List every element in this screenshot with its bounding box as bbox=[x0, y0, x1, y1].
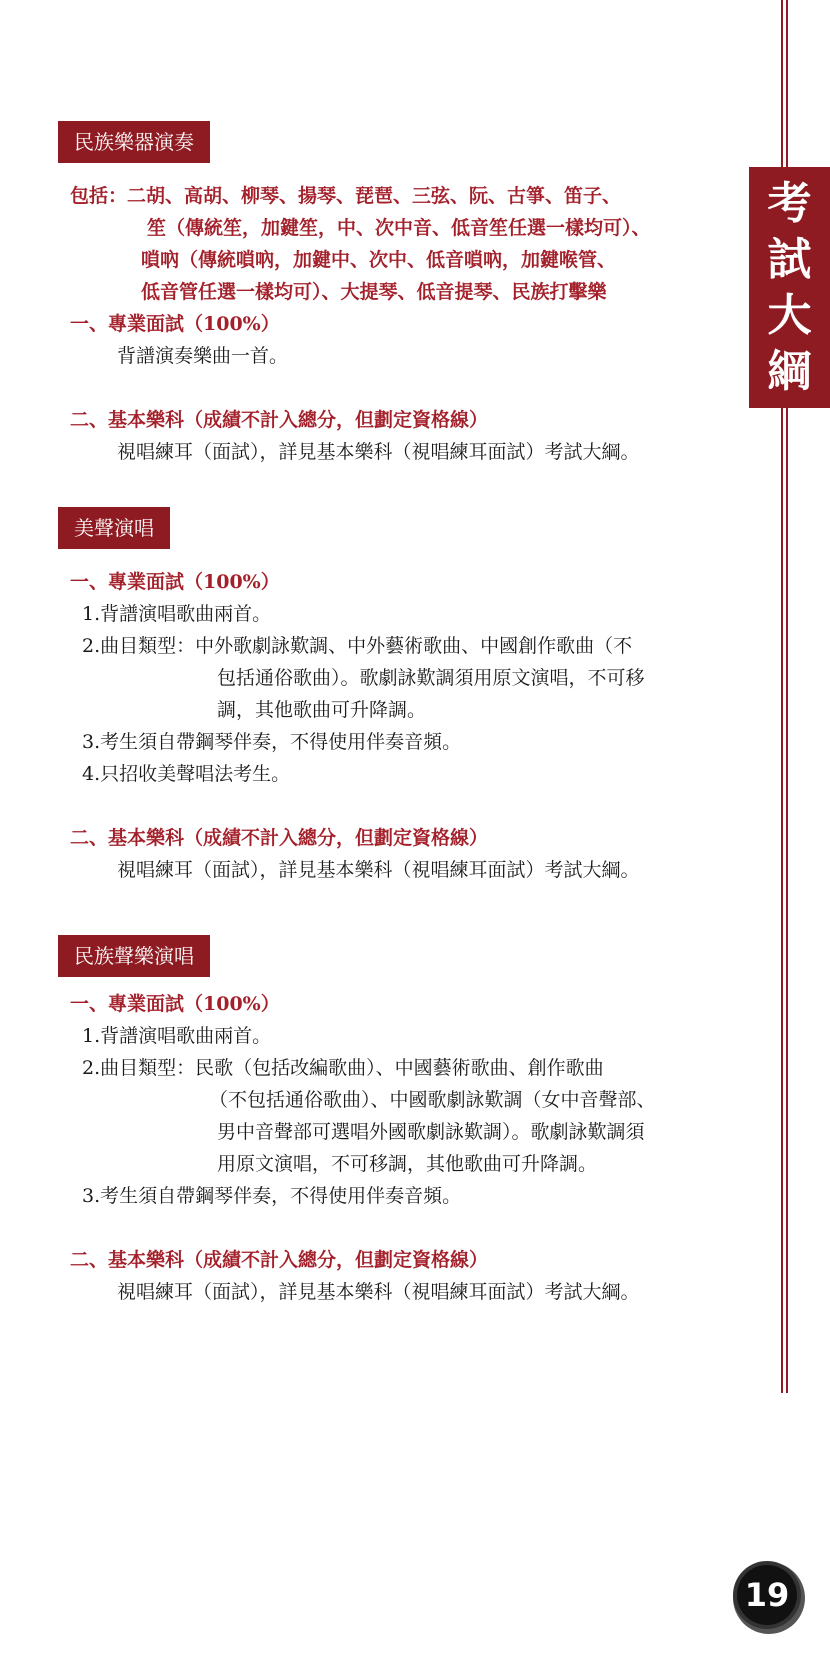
part2-heading: 二、基本樂科（成績不計入總分，但劃定資格線） bbox=[70, 409, 489, 431]
part1-heading: 一、專業面試（100%） bbox=[70, 313, 280, 335]
list-item-continued: （不包括通俗歌曲）、中國歌劇詠歎調（女中音聲部、 bbox=[209, 1089, 656, 1111]
intro-line: 笙（傳統笙，加鍵笙，中、次中音、低音笙任選一樣均可）、 bbox=[147, 217, 651, 239]
part1-heading: 一、專業面試（100%） bbox=[70, 571, 280, 593]
list-item: 1.背譜演唱歌曲兩首。 bbox=[82, 603, 272, 625]
side-tab-char: 試 bbox=[767, 233, 812, 285]
part2-text: 視唱練耳（面試），詳見基本樂科（視唱練耳面試）考試大綱。 bbox=[117, 859, 640, 881]
list-item: 2.曲目類型：民歌（包括改編歌曲）、中國藝術歌曲、創作歌曲 bbox=[82, 1057, 604, 1079]
part2-heading: 二、基本樂科（成績不計入總分，但劃定資格線） bbox=[70, 1249, 489, 1271]
list-item: 4.只招收美聲唱法考生。 bbox=[82, 763, 291, 785]
list-item: 3.考生須自帶鋼琴伴奏，不得使用伴奏音頻。 bbox=[82, 731, 462, 753]
part1-text: 背譜演奏樂曲一首。 bbox=[117, 345, 289, 367]
part2-heading: 二、基本樂科（成績不計入總分，但劃定資格線） bbox=[70, 827, 489, 849]
section-title-folk-instruments: 民族樂器演奏 bbox=[58, 121, 210, 163]
side-tab-char: 大 bbox=[767, 289, 812, 341]
list-item: 2.曲目類型：中外歌劇詠歎調、中外藝術歌曲、中國創作歌曲（不 bbox=[82, 635, 633, 657]
list-item: 1.背譜演唱歌曲兩首。 bbox=[82, 1025, 272, 1047]
list-item-continued: 男中音聲部可選唱外國歌劇詠歎調）。歌劇詠歎調須 bbox=[217, 1121, 645, 1143]
part2-text: 視唱練耳（面試），詳見基本樂科（視唱練耳面試）考試大綱。 bbox=[117, 441, 640, 463]
section-title-folk-vocal: 民族聲樂演唱 bbox=[58, 935, 210, 977]
page-number-badge: 19 bbox=[737, 1565, 797, 1625]
side-tab-exam-syllabus bbox=[749, 167, 830, 408]
part1-heading: 一、專業面試（100%） bbox=[70, 993, 280, 1015]
list-item-continued: 調，其他歌曲可升降調。 bbox=[217, 699, 427, 721]
section-title-bel-canto: 美聲演唱 bbox=[58, 507, 170, 549]
list-item-continued: 用原文演唱，不可移調，其他歌曲可升降調。 bbox=[217, 1153, 598, 1175]
intro-line: 包括：二胡、高胡、柳琴、揚琴、琵琶、三弦、阮、古箏、笛子、 bbox=[70, 185, 622, 207]
list-item: 3.考生須自帶鋼琴伴奏，不得使用伴奏音頻。 bbox=[82, 1185, 462, 1207]
intro-line: 低音管任選一樣均可）、大提琴、低音提琴、民族打擊樂 bbox=[141, 281, 607, 303]
part2-text: 視唱練耳（面試），詳見基本樂科（視唱練耳面試）考試大綱。 bbox=[117, 1281, 640, 1303]
list-item-continued: 包括通俗歌曲）。歌劇詠歎調須用原文演唱，不可移 bbox=[217, 667, 645, 689]
side-tab-char: 綱 bbox=[767, 345, 812, 397]
intro-line: 嗩吶（傳統嗩吶，加鍵中、次中、低音嗩吶，加鍵喉管、 bbox=[141, 249, 617, 271]
side-tab-char: 考 bbox=[767, 177, 812, 229]
